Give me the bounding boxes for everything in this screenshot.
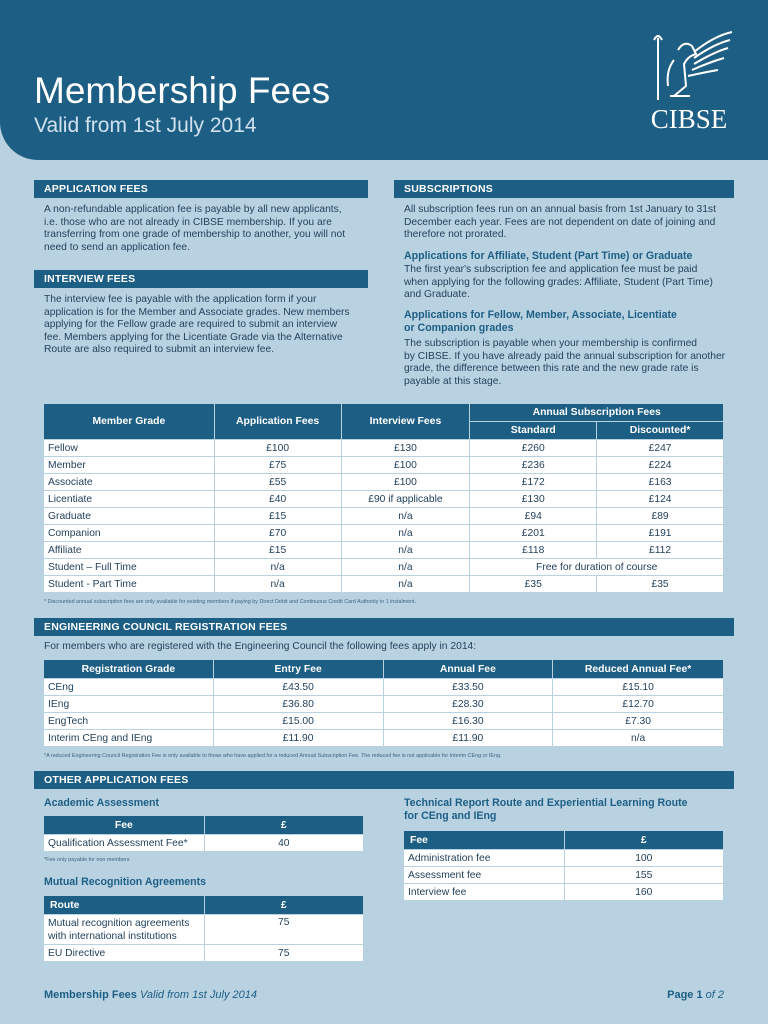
table-row: Administration fee 100 — [404, 850, 724, 867]
table-row: CEng £43.50 £33.50 £15.10 — [44, 679, 724, 696]
table-row: Interim CEng and IEng £11.90 £11.90 n/a — [44, 730, 724, 747]
table-row: IEng £36.80 £28.30 £12.70 — [44, 696, 724, 713]
table-row: Mutual recognition agreements with international institutions 75 — [44, 915, 364, 945]
header-member-grade: Member Grade — [44, 404, 215, 440]
logo-text: CIBSE — [650, 104, 728, 134]
header-pound: £ — [204, 896, 363, 915]
subscriptions-sub2-text: The subscription is payable when your membership is confirmed by CIBSE. If you have already paid the annual subscription for another grade, the difference between this rate and the new grade rate is payable at this stage. — [404, 338, 726, 387]
subscriptions-sub1-heading: Applications for Affiliate, Student (Part Time) or Graduate — [404, 250, 693, 262]
table-row: Interview fee 160 — [404, 884, 724, 901]
header-standard: Standard — [470, 422, 597, 440]
engineering-heading: ENGINEERING COUNCIL REGISTRATION FEES — [34, 618, 734, 636]
footer-title: Membership Fees Valid from 1st July 2014 — [44, 989, 257, 1001]
table-row: Member £75 £100 £236 £224 — [44, 457, 724, 474]
subscriptions-sub2-heading: Applications for Fellow, Member, Associate, Licentiate or Companion grades — [404, 309, 677, 334]
mutual-recognition-table — [43, 895, 364, 962]
engineering-table-note: *A reduced Engineering Council Registration Fee is only available to those who have applied for a reduced Annual Subscription Fee. The reduced fee is not applicable for Interim CEng or IEng. — [44, 753, 502, 759]
interview-fees-heading: INTERVIEW FEES — [34, 270, 368, 288]
member-table-note: * Discounted annual subscription fees are only available for existing members if paying by Direct Debit and Continuous Credit Card Authority in 1 instalment. — [44, 599, 417, 605]
subscriptions-heading: SUBSCRIPTIONS — [394, 180, 734, 198]
table-row: Qualification Assessment Fee* 40 — [44, 835, 364, 852]
header-interview-fees: Interview Fees — [341, 404, 470, 440]
academic-assessment-table — [43, 815, 364, 852]
table-row: Assessment fee 155 — [404, 867, 724, 884]
header-application-fees: Application Fees — [214, 404, 341, 440]
subscriptions-text: All subscription fees run on an annual basis from 1st January to 31st December each year. Fees are not dependent on date of joining and therefore not prorated. — [404, 204, 716, 241]
application-fees-text: A non-refundable application fee is payable by all new applicants, i.e. those who are not already in CIBSE membership. If you are transferring from one grade of membership to another, you will not need to send an application fee. — [44, 204, 346, 253]
table-row: EngTech £15.00 £16.30 £7.30 — [44, 713, 724, 730]
academic-assessment-note: *Fee only payable for non members — [44, 857, 130, 863]
header-reduced-annual-fee: Reduced Annual Fee* — [553, 660, 724, 679]
engineering-intro: For members who are registered with the Engineering Council the following fees apply in 2014: — [44, 641, 477, 652]
academic-assessment-heading: Academic Assessment — [44, 797, 160, 809]
other-fees-heading: OTHER APPLICATION FEES — [34, 771, 734, 789]
page-number: Page 1 of 2 — [667, 989, 724, 1001]
table-row: Companion £70 n/a £201 £191 — [44, 525, 724, 542]
header-entry-fee: Entry Fee — [213, 660, 383, 679]
engineering-fees-table — [43, 659, 724, 747]
table-row: Student – Full Time n/a n/a Free for duration of course — [44, 559, 724, 576]
header-annual-fee: Annual Fee — [383, 660, 553, 679]
table-row: Graduate £15 n/a £94 £89 — [44, 508, 724, 525]
table-row: EU Directive 75 — [44, 945, 364, 962]
table-row: Affiliate £15 n/a £118 £112 — [44, 542, 724, 559]
header-discounted: Discounted* — [597, 422, 724, 440]
application-fees-heading: APPLICATION FEES — [34, 180, 368, 198]
liver-bird-icon — [644, 30, 734, 104]
cibse-logo — [644, 30, 734, 134]
table-row: Associate £55 £100 £172 £163 — [44, 474, 724, 491]
page-subtitle: Valid from 1st July 2014 — [34, 114, 257, 137]
header-pound: £ — [564, 831, 723, 850]
technical-report-heading: Technical Report Route and Experiential Learning Route for CEng and IEng — [404, 797, 688, 822]
table-row: Student - Part Time n/a n/a £35 £35 — [44, 576, 724, 593]
subscriptions-sub1-text: The first year's subscription fee and application fee must be paid when applying for the following grades: Affiliate, Student (Part Time) and Graduate. — [404, 264, 713, 301]
interview-fees-text: The interview fee is payable with the application form if your application is for the Member and Associate grades. New members applying for the Fellow grade are required to submit an interview fee. Members applying for the Licentiate Grade via the Alternative Route are also required to submit an interview fee. — [44, 294, 350, 356]
header-registration-grade: Registration Grade — [44, 660, 214, 679]
header-route: Route — [44, 896, 205, 915]
page-title: Membership Fees — [34, 70, 331, 111]
table-row: Licentiate £40 £90 if applicable £130 £124 — [44, 491, 724, 508]
header-annual-subscription: Annual Subscription Fees — [470, 404, 724, 422]
header-pound: £ — [204, 816, 363, 835]
header-fee: Fee — [44, 816, 205, 835]
mutual-recognition-heading: Mutual Recognition Agreements — [44, 876, 207, 888]
header-fee: Fee — [404, 831, 565, 850]
page-header — [0, 0, 768, 160]
member-fees-table — [43, 403, 724, 593]
technical-report-table — [403, 830, 724, 901]
table-row: Fellow £100 £130 £260 £247 — [44, 440, 724, 457]
